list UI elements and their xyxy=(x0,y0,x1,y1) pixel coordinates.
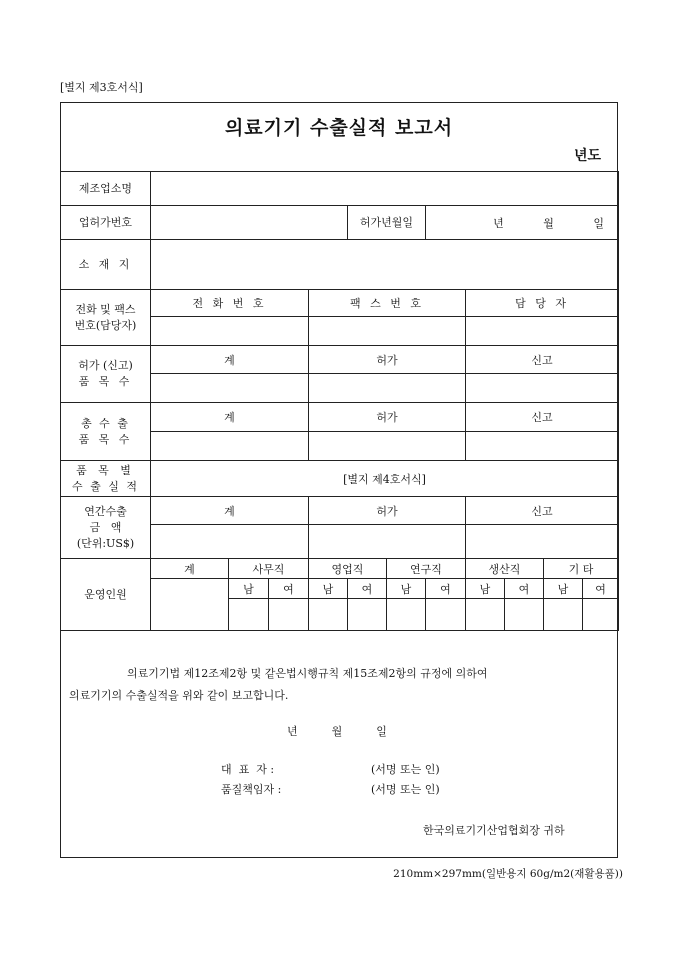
form-number-label: [별지 제3호서식] xyxy=(60,81,143,94)
permit-report-field[interactable] xyxy=(466,374,619,403)
export-by-item-label: 품 목 별 수 출 실 적 xyxy=(61,461,151,497)
staff-sales-male-field[interactable] xyxy=(309,599,348,631)
manager-header: 담 당 자 xyxy=(466,290,619,317)
staff-research-male: 남 xyxy=(387,579,426,599)
export-by-item-ref: [별지 제4호서식] xyxy=(151,461,619,497)
permit-permit-header: 허가 xyxy=(309,346,466,374)
phone-header: 전 화 번 호 xyxy=(151,290,309,317)
manufacturer-label: 제조업소명 xyxy=(61,172,151,206)
annual-total-header: 계 xyxy=(151,497,309,525)
annual-export-label: 연간수출 금 액 (단위:US$) xyxy=(61,497,151,559)
staff-other-female-field[interactable] xyxy=(583,599,619,631)
export-permit-header: 허가 xyxy=(309,403,466,432)
permit-items-label: 허가 (신고) 품 목 수 xyxy=(61,346,151,403)
fax-field[interactable] xyxy=(309,317,466,346)
addressee: 한국의료기기산업협회장 귀하 xyxy=(423,824,565,837)
declaration-line1: 의료기기법 제12조제2항 및 같은법시행규칙 제15조제2항의 규정에 의하여 xyxy=(127,667,488,680)
report-table xyxy=(60,171,619,631)
report-form xyxy=(60,102,618,858)
date-day: 일 xyxy=(593,216,605,230)
staff-other-male: 남 xyxy=(544,579,583,599)
declaration-line2: 의료기기의 수출실적을 위와 같이 보고합니다. xyxy=(69,689,289,702)
annual-permit-header: 허가 xyxy=(309,497,466,525)
form-title: 의료기기 수출실적 보고서 xyxy=(224,117,454,139)
address-label: 소 재 지 xyxy=(61,240,151,290)
staff-sales-female: 여 xyxy=(348,579,387,599)
license-date-label: 허가년월일 xyxy=(348,206,426,240)
staff-sales-female-field[interactable] xyxy=(348,599,387,631)
export-items-label: 총 수 출 품 목 수 xyxy=(61,403,151,461)
export-permit-field[interactable] xyxy=(309,432,466,461)
phone-field[interactable] xyxy=(151,317,309,346)
quality-manager-label: 품질책임자 : xyxy=(221,783,282,796)
year-label: 년도 xyxy=(573,148,601,164)
staff-sales-header: 영업직 xyxy=(309,559,387,579)
staff-sales-male: 남 xyxy=(309,579,348,599)
staff-total-header: 계 xyxy=(151,559,229,579)
representative-signature: (서명 또는 인) xyxy=(371,763,440,776)
license-no-field[interactable] xyxy=(151,206,348,240)
staff-other-header: 기 타 xyxy=(544,559,619,579)
paper-spec-footer: 210mm×297mm(일반용지 60g/m2(재활용품)) xyxy=(393,868,623,880)
staff-production-female: 여 xyxy=(505,579,544,599)
quality-manager-signature: (서명 또는 인) xyxy=(371,783,440,796)
staff-production-header: 생산직 xyxy=(466,559,544,579)
export-report-field[interactable] xyxy=(466,432,619,461)
staff-office-male: 남 xyxy=(229,579,269,599)
staff-office-header: 사무직 xyxy=(229,559,309,579)
date-month: 월 xyxy=(543,216,554,230)
permit-report-header: 신고 xyxy=(466,346,619,374)
staff-production-male: 남 xyxy=(466,579,505,599)
permit-total-field[interactable] xyxy=(151,374,309,403)
staff-office-female: 여 xyxy=(269,579,309,599)
staff-research-female: 여 xyxy=(426,579,466,599)
staff-research-female-field[interactable] xyxy=(426,599,466,631)
export-report-header: 신고 xyxy=(466,403,619,432)
staff-office-male-field[interactable] xyxy=(229,599,269,631)
date-year: 년 xyxy=(493,216,504,230)
license-no-label: 업허가번호 xyxy=(61,206,151,240)
staff-total-field[interactable] xyxy=(151,579,229,631)
staff-label: 운영인원 xyxy=(61,559,151,631)
annual-report-header: 신고 xyxy=(466,497,619,525)
annual-total-field[interactable] xyxy=(151,525,309,559)
staff-production-male-field[interactable] xyxy=(466,599,505,631)
staff-other-male-field[interactable] xyxy=(544,599,583,631)
fax-header: 팩 스 번 호 xyxy=(309,290,466,317)
staff-research-header: 연구직 xyxy=(387,559,466,579)
annual-report-field[interactable] xyxy=(466,525,619,559)
manufacturer-field[interactable] xyxy=(151,172,619,206)
representative-label: 대 표 자 : xyxy=(221,763,275,776)
declaration-section xyxy=(61,649,617,857)
export-total-header: 계 xyxy=(151,403,309,432)
staff-research-male-field[interactable] xyxy=(387,599,426,631)
declaration-date: 년 월 일 xyxy=(287,725,387,738)
manager-field[interactable] xyxy=(466,317,619,346)
permit-permit-field[interactable] xyxy=(309,374,466,403)
staff-production-female-field[interactable] xyxy=(505,599,544,631)
license-date-field[interactable] xyxy=(426,206,619,240)
annual-permit-field[interactable] xyxy=(309,525,466,559)
permit-total-header: 계 xyxy=(151,346,309,374)
export-total-field[interactable] xyxy=(151,432,309,461)
contact-label: 전화 및 팩스 번호(담당자) xyxy=(61,290,151,346)
staff-other-female: 여 xyxy=(583,579,619,599)
staff-office-female-field[interactable] xyxy=(269,599,309,631)
address-field[interactable] xyxy=(151,240,619,290)
